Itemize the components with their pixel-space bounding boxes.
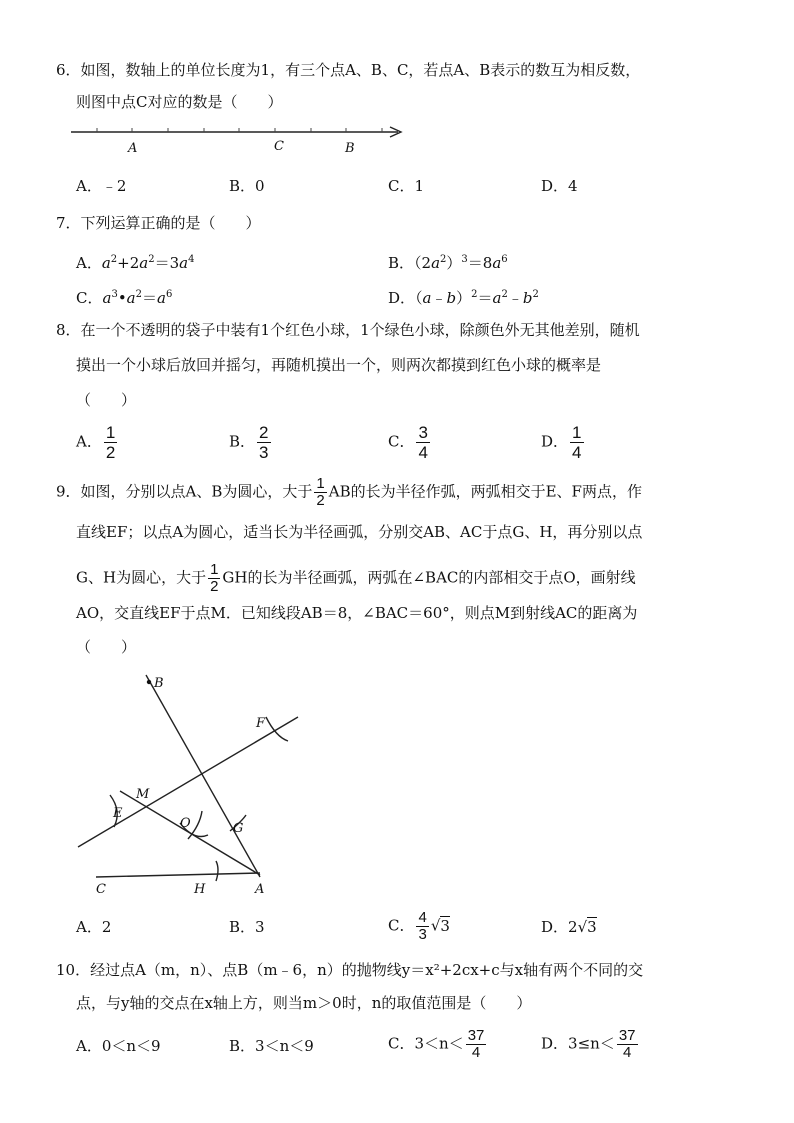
q10-option-c[interactable] (388, 1028, 488, 1061)
q8-line2: 摸出一个小球后放回并摇匀，再随机摸出一个，则两次都摸到红色小球的概率是 (76, 356, 602, 374)
q7-number: 7． (56, 214, 81, 232)
q10-text1: 经过点A（m，n）、点B（m﹣6，n）的抛物线y＝x²+2cx+c与x轴有两个不同的交 (90, 961, 644, 979)
q7-option-b-label: B． (388, 254, 415, 272)
q7-option-a-label: A． (76, 254, 102, 272)
fig-label-a: A (255, 882, 265, 897)
q8-option-b[interactable] (229, 423, 273, 462)
q8-option-c-label: C． (388, 432, 415, 451)
q9-line4: AO，交直线EF于点M．已知线段AB＝8，∠BAC＝60°，则点M到射线AC的距离为 (76, 604, 638, 622)
q10-option-d-fraction: $\frac{37}{4}$ (618, 1027, 636, 1061)
q6-number: 6． (56, 61, 81, 79)
point-b-label: B (345, 141, 355, 156)
q7-option-c-label: C． (76, 289, 103, 307)
q9-half-fraction: $\frac{1}{2}$ (316, 475, 325, 509)
q10-line1 (56, 960, 643, 980)
q9-option-b[interactable]: B．3 (229, 918, 265, 936)
q8-option-c-fraction: $\frac{3}{4}$ (418, 423, 428, 462)
q7-option-b[interactable]: B．$(2a^2)^3=8a^6$ (388, 254, 508, 272)
q10-line2: 点，与y轴的交点在x轴上方，则当m＞0时，n的取值范围是（ ） (76, 994, 532, 1012)
q8-line1 (56, 320, 640, 340)
q8-option-a[interactable] (76, 423, 119, 462)
fig-label-g: G (233, 821, 244, 836)
q10-option-d[interactable] (541, 1028, 640, 1061)
fig-label-e: E (113, 806, 123, 821)
q8-line3: （ ） (76, 391, 137, 409)
q10-option-c-label: C．3＜n＜ (388, 1034, 464, 1053)
q6-text1: 如图，数轴上的单位长度为1，有三个点A、B、C，若点A、B表示的数互为相反数， (80, 61, 641, 79)
q8-option-c[interactable] (388, 423, 432, 462)
q9-option-c-radicand: 3 (440, 916, 450, 935)
q7-option-d[interactable]: D．$(a﹣b)^2=a^2﹣b^2$ (388, 289, 539, 307)
q8-option-b-label: B． (229, 432, 256, 451)
fig-label-b: B (154, 676, 164, 691)
q7-option-c[interactable]: C．$a^3•a^2=a^6$ (76, 289, 173, 307)
q9-text3a: G、H为圆心，大于 (76, 568, 207, 587)
q8-option-a-label: A． (76, 432, 102, 451)
q6-option-c[interactable]: C．1 (388, 177, 425, 195)
fig-label-m: M (136, 787, 150, 802)
q9-option-d-label: D．2 (541, 918, 578, 936)
sqrt-icon: √ (577, 918, 588, 936)
fig-label-f: F (256, 716, 266, 731)
q8-option-a-fraction: $\frac{1}{2}$ (105, 423, 116, 462)
q6-option-a[interactable]: A．﹣2 (76, 177, 127, 195)
q9-text1a: 如图，分别以点A、B为圆心，大于 (80, 482, 313, 501)
q8-option-d[interactable] (541, 423, 586, 462)
q8-option-d-label: D． (541, 432, 569, 451)
q7-option-d-label: D． (388, 289, 416, 307)
fig-label-h: H (194, 882, 206, 897)
q9-option-d[interactable] (541, 917, 597, 937)
point-a-label: A (128, 141, 138, 156)
q8-number: 8． (56, 321, 81, 339)
fig-label-o: O (180, 816, 191, 831)
q6-option-d[interactable]: D．4 (541, 177, 578, 195)
q6-number-line (68, 118, 413, 160)
q9-line1 (56, 476, 642, 509)
point-c-label: C (274, 139, 284, 154)
fig-label-c: C (96, 882, 106, 897)
q7-stem (56, 213, 261, 233)
q7-text: 下列运算正确的是（ ） (80, 214, 261, 232)
q9-number: 9． (56, 482, 81, 501)
q9-construction-figure (70, 665, 320, 900)
q8-option-d-fraction: $\frac{1}{4}$ (572, 423, 582, 462)
q9-line3 (76, 562, 636, 595)
sqrt-icon: √ (430, 916, 441, 935)
q9-text1b: AB的长为半径作弧，两弧相交于E、F两点，作 (328, 482, 642, 501)
q7-option-a[interactable]: A．$a^2+2a^2=3a^4$ (76, 254, 195, 272)
q10-option-d-label: D．3≤n＜ (541, 1034, 615, 1053)
q9-text3b: GH的长为半径画弧，两弧在∠BAC的内部相交于点O，画射线 (222, 568, 636, 587)
q9-option-c[interactable] (388, 910, 450, 943)
q9-option-a[interactable]: A．2 (76, 918, 112, 936)
q10-option-c-fraction: $\frac{37}{4}$ (467, 1027, 485, 1061)
q8-text1: 在一个不透明的袋子中装有1个红色小球，1个绿色小球，除颜色外无其他差别，随机 (80, 321, 640, 339)
q8-option-b-fraction: $\frac{2}{3}$ (259, 423, 269, 462)
q10-option-a[interactable]: A．0＜n＜9 (76, 1037, 161, 1055)
q9-option-c-fraction: $\frac{4}{3}$ (418, 909, 427, 943)
q10-option-b[interactable]: B．3＜n＜9 (229, 1037, 314, 1055)
q6-line2: 则图中点C对应的数是（ ） (76, 93, 283, 111)
q9-option-d-radicand: 3 (587, 918, 597, 936)
q9-option-c-label: C． (388, 916, 415, 935)
q6-option-b[interactable]: B．0 (229, 177, 265, 195)
q9-line2: 直线EF；以点A为圆心，适当长为半径画弧，分别交AB、AC于点G、H，再分别以点 (76, 523, 643, 541)
q9-line5: （ ） (76, 638, 137, 656)
q9-half-fraction-2: $\frac{1}{2}$ (210, 561, 219, 595)
q10-number: 10． (56, 961, 91, 979)
q6-line1 (56, 60, 640, 80)
